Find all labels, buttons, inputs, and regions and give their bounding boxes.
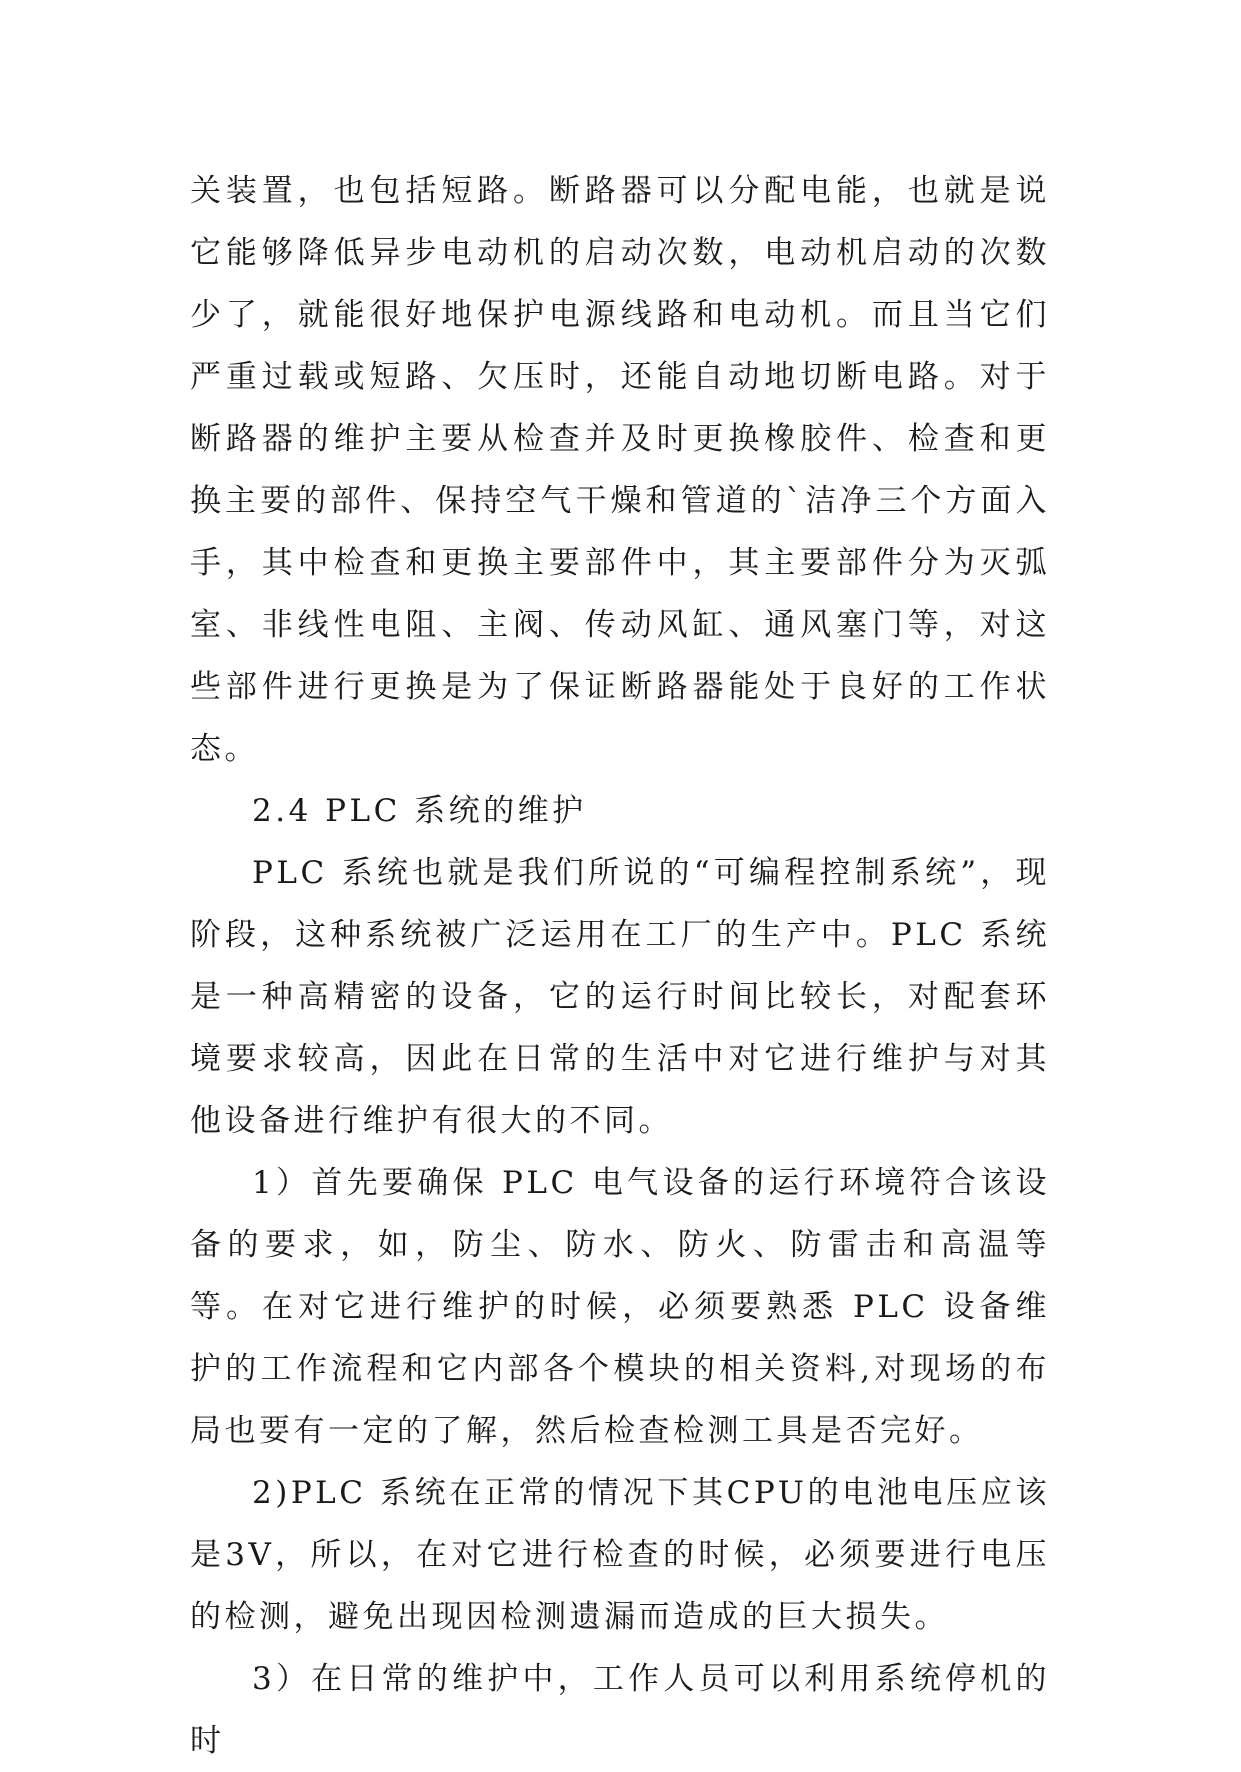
paragraph-plc-item-3: 3）在日常的维护中，工作人员可以利用系统停机的时	[190, 1661, 1050, 1759]
paragraph-breaker-maintenance: 关装置，也包括短路。断路器可以分配电能，也就是说它能够降低异步电动机的启动次数，电动机启动的次数少了，就能很好地保护电源线路和电动机。而且当它们严重过载或短路、欠压时，还能自动地切断电路。对于断路器的维护主要从检查并及时更换橡胶件、检查和更换主要的部件、保持空气干燥和管道的`洁净三个方面入手，其中检查和更换主要部件中，其主要部件分为灭弧室、非线性电阻、主阀、传动风缸、通风塞门等，对这些部件进行更换是为了保证断路器能处于良好的工作状态。	[190, 173, 1050, 767]
paragraph-plc-intro: PLC 系统也就是我们所说的“可编程控制系统”，现阶段，这种系统被广泛运用在工厂的生产中。PLC 系统是一种高精密的设备，它的运行时间比较长，对配套环境要求较高，因此在日常的生活中对它进行维护与对其他设备进行维护有很大的不同。	[190, 855, 1050, 1139]
section-heading-plc-maintenance: 2.4 PLC 系统的维护	[252, 793, 587, 829]
paragraph-plc-item-2: 2)PLC 系统在正常的情况下其CPU的电池电压应该是3V，所以，在对它进行检查的时候，必须要进行电压的检测，避免出现因检测遗漏而造成的巨大损失。	[190, 1475, 1050, 1635]
paragraph-plc-item-1: 1）首先要确保 PLC 电气设备的运行环境符合该设备的要求，如，防尘、防水、防火、防雷击和高温等等。在对它进行维护的时候，必须要熟悉 PLC 设备维护的工作流程和它内部各个模块的相关资料,对现场的布局也要有一定的了解，然后检查检测工具是否完好。	[190, 1165, 1050, 1449]
document-body	[190, 160, 1050, 1772]
